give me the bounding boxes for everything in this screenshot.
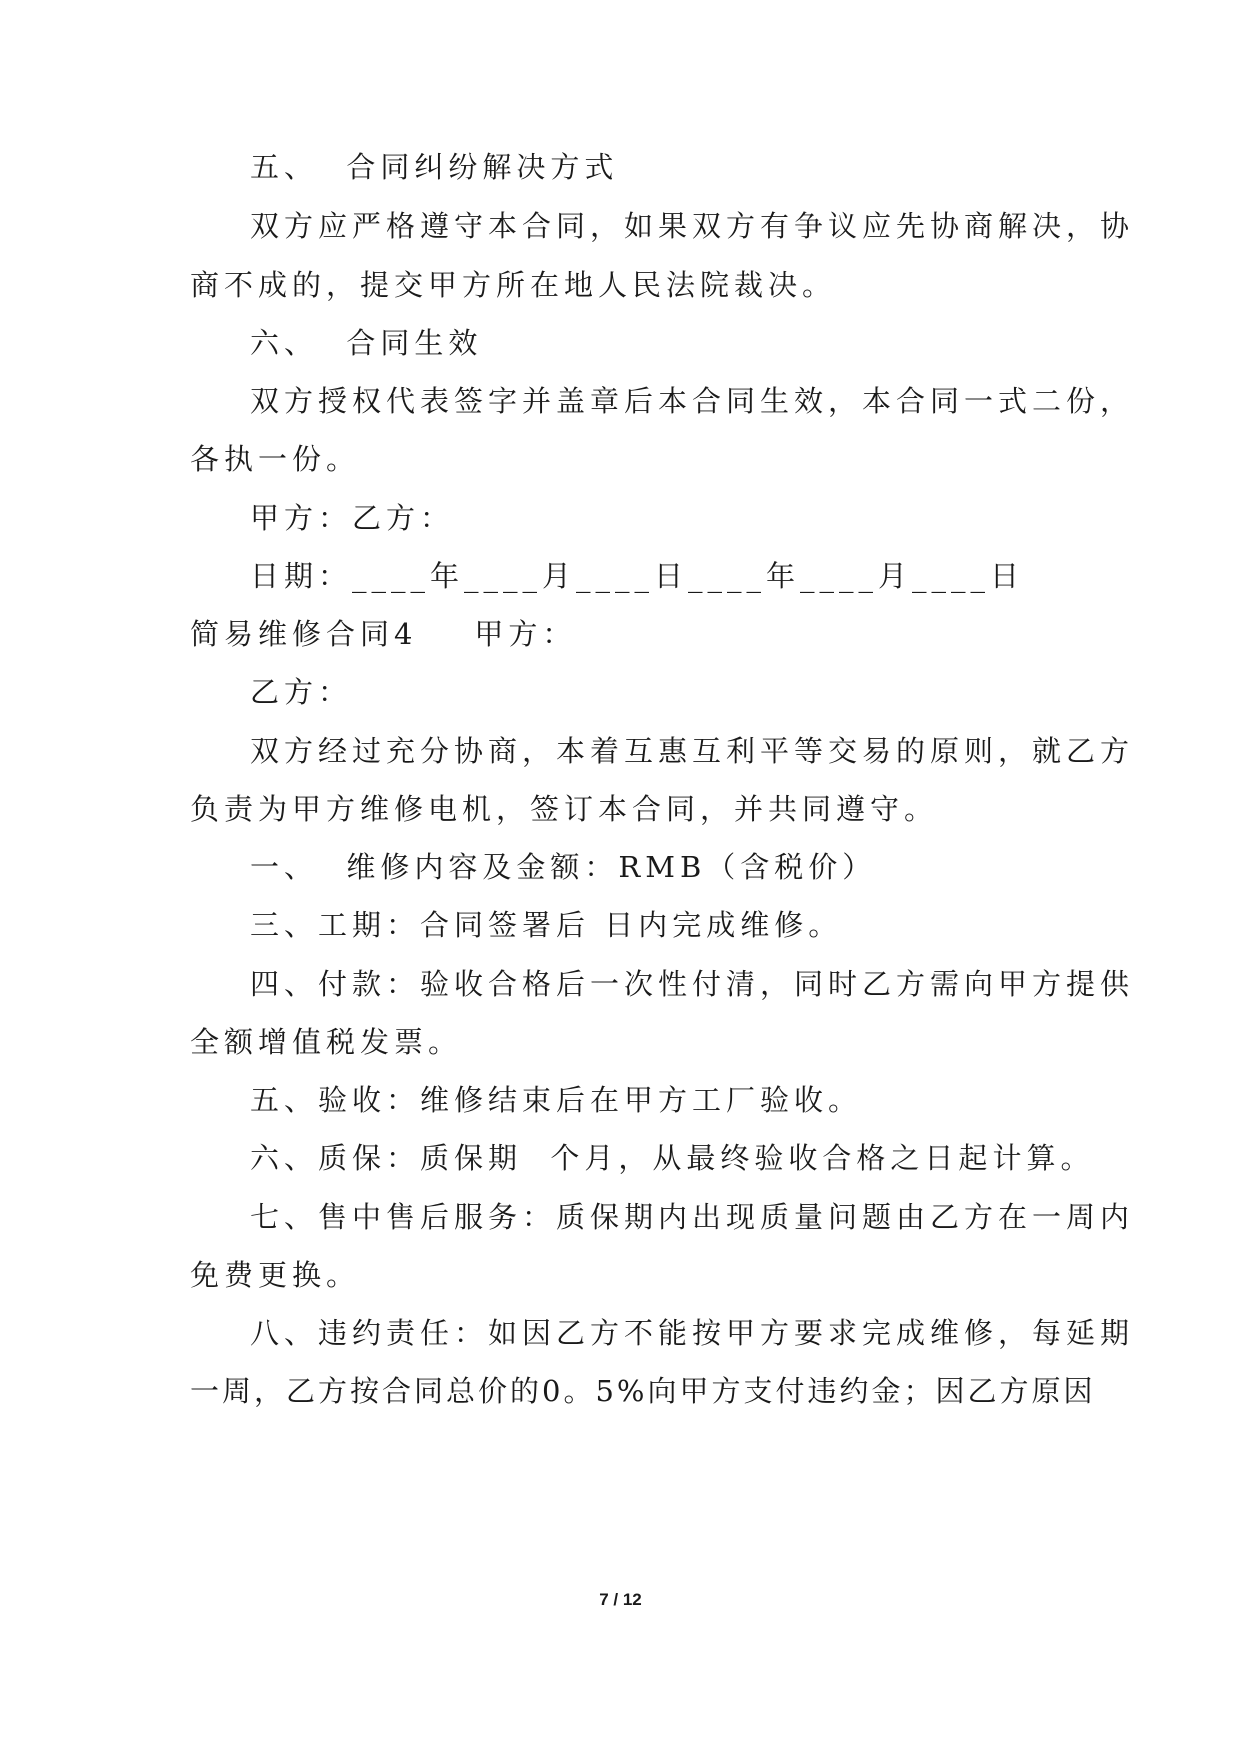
clause-line: 五、验收：维修结束后在甲方工厂验收。 [250,1083,863,1117]
clause-line: 四、付款：验收合格后一次性付清，同时乙方需向甲方提供 [250,967,1135,1001]
paragraph-line: 一周，乙方按合同总价的0。5%向甲方支付违约金；因乙方原因 [190,1374,1096,1408]
page-number: 7 / 12 [599,1590,642,1609]
paragraph-line: 免费更换。 [190,1258,361,1292]
paragraph-line: 双方应严格遵守本合同，如果双方有争议应先协商解决，协 [250,209,1135,243]
date-line: 日期：____年____月____日____年____月____日 [250,559,1025,593]
paragraph-line: 负责为甲方维修电机，签订本合同，并共同遵守。 [190,792,939,826]
clause-line: 六、质保：质保期 个月，从最终验收合格之日起计算。 [250,1141,1095,1175]
clause-line: 七、售中售后服务：质保期内出现质量问题由乙方在一周内 [250,1200,1135,1234]
clause-line: 一、 维修内容及金额：RMB（含税价） [250,850,877,884]
paragraph-line: 各执一份。 [190,442,361,476]
contract-title-line: 简易维修合同4 甲方： [190,617,577,651]
section-heading-dispute: 五、 合同纠纷解决方式 [250,150,619,184]
party-b-line: 乙方： [250,675,353,709]
paragraph-line: 双方经过充分协商，本着互惠互利平等交易的原则，就乙方 [250,734,1135,768]
paragraph-line: 商不成的，提交甲方所在地人民法院裁决。 [190,268,837,302]
clause-line: 三、工期：合同签署后 日内完成维修。 [250,908,843,942]
clause-line: 八、违约责任：如因乙方不能按甲方要求完成维修，每延期 [250,1316,1135,1350]
paragraph-line: 双方授权代表签字并盖章后本合同生效，本合同一式二份， [250,384,1135,418]
section-heading-effective: 六、 合同生效 [250,326,483,360]
party-signature-line: 甲方：乙方： [250,501,455,535]
paragraph-line: 全额增值税发票。 [190,1025,463,1059]
